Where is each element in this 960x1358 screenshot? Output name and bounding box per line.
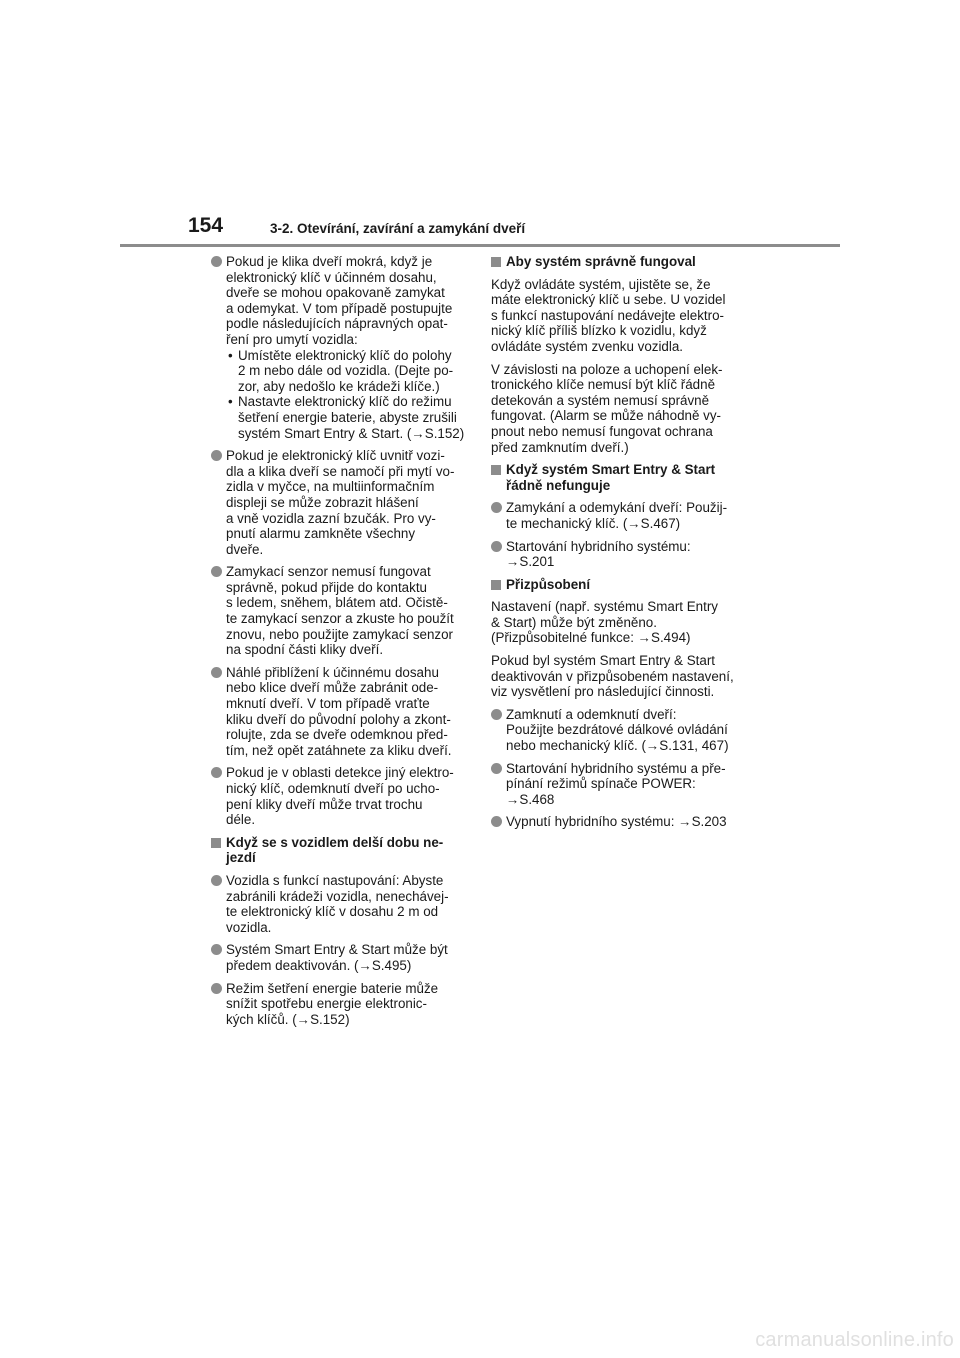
list-item (211, 254, 471, 441)
bullet-icon (211, 875, 222, 886)
heading-text: Když se s vozidlem delší dobu ne- jezdí (226, 834, 444, 866)
bullet-icon (211, 256, 222, 267)
sub-item (226, 394, 471, 441)
bullet-icon (211, 450, 222, 461)
paragraph: Nastavení (např. systému Smart Entry & Start) může být změněno. (Přizpůsobitelné funkce: →S.494) (491, 599, 718, 646)
item-text: Vozidla s funkcí nastupování: Abyste zabránili krádeži vozidla, nenechávej- te elektronický klíč v dosahu 2 m od vozidla. (226, 872, 449, 935)
item-text: Náhlé přiblížení k účinnému dosahu nebo klice dveří může zabránit ode- mknutí dveří. V tom případě vraťte kliku dveří do původní polohy a zkont- rolujte, zda se dveře odemknou před- tím, než opět zatáhnete za kliku dveří. (226, 664, 452, 758)
item-text: Pokud je klika dveří mokrá, když je elektronický klíč v účinném dosahu, dveře se mohou opakovaně zamykat a odemykat. V tom případě postupujte podle následujících nápravných opat- ření pro umytí vozidla: (226, 254, 453, 347)
sub-item-text: Nastavte elektronický klíč do režimu šetření energie baterie, abyste zrušili systém Smart Entry & Start. (→S.152) (238, 394, 465, 441)
list-item (491, 539, 753, 570)
bullet-icon (211, 767, 222, 778)
paragraph: Když ovládáte systém, ujistěte se, že máte elektronický klíč u sebe. U vozidel s funkcí nastupování nedávejte elektro- nický klíč příliš blízko k vozidlu, když ovládáte systém zvenku vozidla. (491, 276, 726, 354)
list-item (211, 942, 471, 973)
list-item (211, 981, 471, 1028)
header-divider (120, 244, 840, 247)
item-text: Startování hybridního systému: →S.201 (506, 538, 691, 570)
item-text: Režim šetření energie baterie může snížit spotřebu energie elektronic- kých klíčů. (→S.152) (226, 980, 439, 1027)
item-text: Pokud je v oblasti detekce jiný elektro- nický klíč, odemknutí dveří po ucho- pení kliky dveří může trvat trochu déle. (226, 765, 454, 828)
bullet-icon (491, 709, 502, 720)
item-text: Zamykací senzor nemusí fungovat správně, pokud přijde do kontaktu s ledem, sněhem, blátem atd. Očistě- te zamykací senzor a zkuste ho použít znovu, nebo použijte zamykací senzor na spodní části kliky dveří. (226, 564, 454, 658)
list-item (211, 873, 471, 935)
list-item (491, 707, 753, 754)
list-item (491, 814, 753, 830)
square-icon (491, 257, 501, 267)
square-icon (491, 580, 501, 590)
page-header (120, 214, 840, 244)
item-text: Vypnutí hybridního systému: →S.203 (506, 814, 727, 830)
heading-text: Když systém Smart Entry & Start řádně nefunguje (506, 462, 716, 493)
bullet-icon (491, 502, 502, 513)
left-column (211, 254, 471, 1034)
bullet-icon (491, 816, 502, 827)
square-icon (211, 838, 221, 848)
bullet-icon (211, 566, 222, 577)
list-item (211, 564, 471, 658)
bullet-icon (491, 541, 502, 552)
heading-text: Aby systém správně fungoval (506, 254, 696, 269)
paragraph: V závislosti na poloze a uchopení elek- tronického klíče nemusí být klíč řádně detekován a systém nemusí správně fungovat. (Alarm se může náhodně vy- pnout nebo nemusí fungovat ochrana před zamknutím dveří.) (491, 361, 723, 455)
list-item (211, 765, 471, 827)
item-text: Startování hybridního systému a pře- pínání režimů spínače POWER: →S.468 (506, 760, 726, 807)
bullet-icon (211, 667, 222, 678)
item-text: Zamykání a odemykání dveří: Použij- te mechanický klíč. (→S.467) (506, 500, 728, 531)
bullet-icon (211, 944, 222, 955)
sub-item-text: Umístěte elektronický klíč do polohy 2 m nebo dále od vozidla. (Dejte po- zor, aby nedošlo ke krádeži klíče.) (238, 347, 454, 394)
item-text: Pokud je elektronický klíč uvnitř vozi- dla a klika dveří se namočí při mytí vo- zidla v myčce, na multiinformačním displeji se může zobrazit hlášení a vně vozidla zazní bzučák. Pro vy- pnutí alarmu zamkněte všechny dveře. (226, 448, 455, 557)
watermark: carmanualsonline.info (755, 1329, 954, 1351)
sub-item (226, 348, 471, 395)
dot-icon: • (228, 394, 233, 410)
page-number: 154 (188, 214, 224, 237)
square-icon (491, 465, 501, 475)
list-item (491, 500, 753, 531)
dot-icon: • (228, 347, 233, 363)
item-text: Systém Smart Entry & Start může být předem deaktivován. (→S.495) (226, 942, 448, 973)
bullet-icon (491, 763, 502, 774)
section-heading (211, 835, 471, 866)
section-heading (491, 577, 753, 593)
heading-text: Přizpůsobení (506, 576, 591, 592)
item-text: Zamknutí a odemknutí dveří: Použijte bezdrátové dálkové ovládání nebo mechanický klíč. (→S.131, 467) (506, 706, 729, 754)
right-column (491, 254, 753, 837)
section-title: 3-2. Otevírání, zavírání a zamykání dveří (270, 221, 526, 236)
bullet-icon (211, 983, 222, 994)
list-item (491, 761, 753, 808)
list-item (211, 665, 471, 759)
paragraph: Pokud byl systém Smart Entry & Start deaktivován v přizpůsobeném nastavení, viz vysvětlení pro následující činnosti. (491, 653, 734, 700)
section-heading (491, 462, 753, 493)
section-heading (491, 254, 753, 270)
list-item (211, 448, 471, 557)
